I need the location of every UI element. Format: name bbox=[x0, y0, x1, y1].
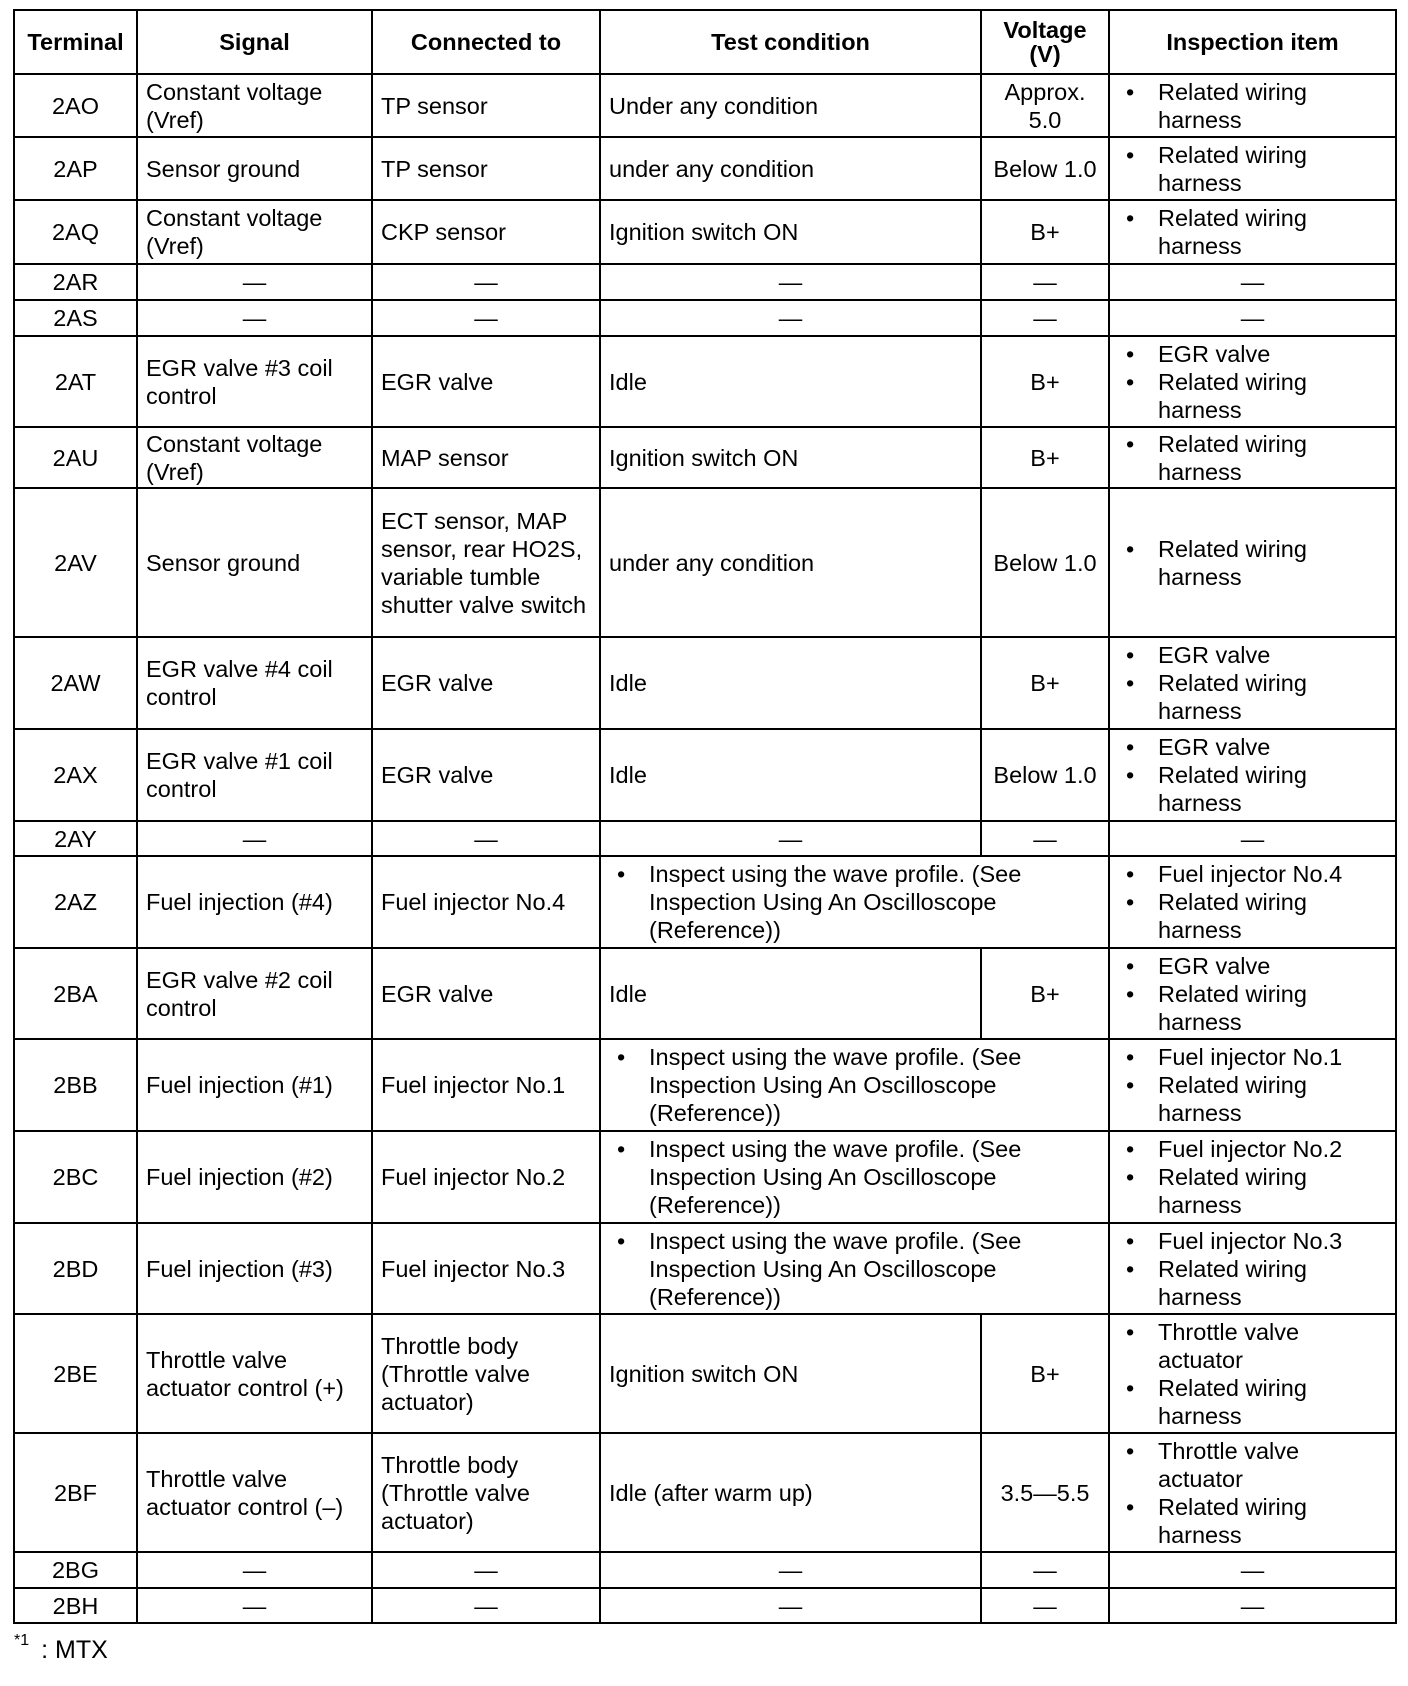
inspection-list bbox=[1118, 952, 1387, 1036]
table-row bbox=[14, 729, 1396, 821]
connected-to-cell: Fuel injector No.3 bbox=[372, 1223, 600, 1314]
connected-to-cell: — bbox=[372, 1588, 600, 1623]
voltage-cell: B+ bbox=[981, 637, 1109, 729]
footnote bbox=[14, 1632, 108, 1665]
inspection-cell bbox=[1109, 74, 1396, 137]
inspection-list bbox=[1118, 535, 1387, 591]
table-row bbox=[14, 1588, 1396, 1623]
table-row bbox=[14, 137, 1396, 200]
connected-to-cell: Fuel injector No.2 bbox=[372, 1131, 600, 1223]
signal-cell: — bbox=[137, 1588, 372, 1623]
voltage-cell: Below 1.0 bbox=[981, 488, 1109, 637]
inspection-cell bbox=[1109, 488, 1396, 637]
inspection-item: • Related wiring harness bbox=[1118, 1163, 1387, 1219]
header-connected-to: Connected to bbox=[372, 10, 600, 74]
header-row bbox=[14, 10, 1396, 74]
terminal-cell: 2BG bbox=[14, 1552, 137, 1588]
table-row bbox=[14, 336, 1396, 427]
signal-cell: — bbox=[137, 264, 372, 300]
inspection-item: • Related wiring harness bbox=[1118, 78, 1387, 134]
test-condition-cell: Ignition switch ON bbox=[600, 200, 981, 264]
header-test-condition: Test condition bbox=[600, 10, 981, 74]
terminal-cell: 2BF bbox=[14, 1433, 137, 1552]
voltage-cell: Below 1.0 bbox=[981, 137, 1109, 200]
inspection-item: • Throttle valve actuator bbox=[1118, 1318, 1387, 1374]
test-condition-cell: — bbox=[600, 1552, 981, 1588]
inspection-item: • Related wiring harness bbox=[1118, 888, 1387, 944]
voltage-cell: B+ bbox=[981, 948, 1109, 1039]
terminal-table bbox=[13, 9, 1397, 1624]
test-condition-cell: Ignition switch ON bbox=[600, 427, 981, 488]
test-condition-cell: Idle (after warm up) bbox=[600, 1433, 981, 1552]
terminal-cell: 2BA bbox=[14, 948, 137, 1039]
connected-to-cell: — bbox=[372, 300, 600, 336]
inspection-item: • EGR valve bbox=[1118, 340, 1387, 368]
inspection-item: • Fuel injector No.3 bbox=[1118, 1227, 1387, 1255]
voltage-cell: — bbox=[981, 821, 1109, 856]
inspection-item: • Related wiring harness bbox=[1118, 1493, 1387, 1549]
inspection-item: • Related wiring harness bbox=[1118, 761, 1387, 817]
terminal-cell: 2AO bbox=[14, 74, 137, 137]
test-condition-cell: — bbox=[600, 264, 981, 300]
terminal-cell: 2AY bbox=[14, 821, 137, 856]
connected-to-cell: TP sensor bbox=[372, 74, 600, 137]
connected-to-cell: EGR valve bbox=[372, 729, 600, 821]
inspection-list bbox=[1118, 340, 1387, 424]
test-condition-cell bbox=[600, 1039, 1109, 1131]
terminal-cell: 2AW bbox=[14, 637, 137, 729]
table-row bbox=[14, 300, 1396, 336]
inspection-list bbox=[1118, 204, 1387, 260]
test-condition-item: • Inspect using the wave profile. (See Inspection Using An Oscilloscope (Reference)) bbox=[609, 860, 1100, 944]
signal-cell: Constant voltage (Vref) bbox=[137, 74, 372, 137]
signal-cell: Fuel injection (#3) bbox=[137, 1223, 372, 1314]
voltage-cell: — bbox=[981, 300, 1109, 336]
footnote-text: : MTX bbox=[41, 1636, 108, 1664]
inspection-cell bbox=[1109, 948, 1396, 1039]
inspection-list bbox=[1118, 430, 1387, 486]
terminal-cell: 2AQ bbox=[14, 200, 137, 264]
terminal-cell: 2BB bbox=[14, 1039, 137, 1131]
connected-to-cell: — bbox=[372, 821, 600, 856]
terminal-cell: 2BD bbox=[14, 1223, 137, 1314]
signal-cell: EGR valve #2 coil control bbox=[137, 948, 372, 1039]
table-row bbox=[14, 1314, 1396, 1433]
inspection-cell: — bbox=[1109, 821, 1396, 856]
header-voltage: Voltage (V) bbox=[981, 10, 1109, 74]
voltage-cell: B+ bbox=[981, 336, 1109, 427]
inspection-list bbox=[1118, 1318, 1387, 1430]
test-condition-cell: Ignition switch ON bbox=[600, 1314, 981, 1433]
inspection-cell bbox=[1109, 137, 1396, 200]
connected-to-cell: MAP sensor bbox=[372, 427, 600, 488]
inspection-cell: — bbox=[1109, 1588, 1396, 1623]
voltage-cell: — bbox=[981, 1552, 1109, 1588]
test-condition-list bbox=[609, 1227, 1100, 1311]
connected-to-cell: EGR valve bbox=[372, 948, 600, 1039]
signal-cell: Fuel injection (#2) bbox=[137, 1131, 372, 1223]
terminal-cell: 2AS bbox=[14, 300, 137, 336]
test-condition-cell: Idle bbox=[600, 637, 981, 729]
test-condition-list bbox=[609, 1043, 1100, 1127]
inspection-list bbox=[1118, 1043, 1387, 1127]
inspection-cell: — bbox=[1109, 300, 1396, 336]
inspection-list bbox=[1118, 641, 1387, 725]
inspection-list bbox=[1118, 141, 1387, 197]
inspection-list bbox=[1118, 1227, 1387, 1311]
signal-cell: — bbox=[137, 821, 372, 856]
signal-cell: Fuel injection (#1) bbox=[137, 1039, 372, 1131]
connected-to-cell: TP sensor bbox=[372, 137, 600, 200]
table-row bbox=[14, 1552, 1396, 1588]
inspection-item: • Fuel injector No.4 bbox=[1118, 860, 1387, 888]
signal-cell: EGR valve #4 coil control bbox=[137, 637, 372, 729]
connected-to-cell: — bbox=[372, 264, 600, 300]
connected-to-cell: EGR valve bbox=[372, 637, 600, 729]
terminal-cell: 2AT bbox=[14, 336, 137, 427]
inspection-item: • Related wiring harness bbox=[1118, 430, 1387, 486]
inspection-cell bbox=[1109, 856, 1396, 948]
table-row bbox=[14, 1433, 1396, 1552]
connected-to-cell: ECT sensor, MAP sensor, rear HO2S, variable tumble shutter valve switch bbox=[372, 488, 600, 637]
table-row bbox=[14, 1131, 1396, 1223]
inspection-item: • Related wiring harness bbox=[1118, 1071, 1387, 1127]
test-condition-cell bbox=[600, 856, 1109, 948]
connected-to-cell: EGR valve bbox=[372, 336, 600, 427]
inspection-list bbox=[1118, 78, 1387, 134]
test-condition-item: • Inspect using the wave profile. (See Inspection Using An Oscilloscope (Reference)) bbox=[609, 1227, 1100, 1311]
table-row bbox=[14, 856, 1396, 948]
signal-cell: Throttle valve actuator control (+) bbox=[137, 1314, 372, 1433]
test-condition-cell: under any condition bbox=[600, 137, 981, 200]
terminal-cell: 2AR bbox=[14, 264, 137, 300]
signal-cell: Constant voltage (Vref) bbox=[137, 200, 372, 264]
inspection-cell bbox=[1109, 1039, 1396, 1131]
inspection-list bbox=[1118, 1437, 1387, 1549]
inspection-item: • Related wiring harness bbox=[1118, 1255, 1387, 1311]
terminal-cell: 2BC bbox=[14, 1131, 137, 1223]
table-row bbox=[14, 821, 1396, 856]
signal-cell: EGR valve #1 coil control bbox=[137, 729, 372, 821]
signal-cell: Sensor ground bbox=[137, 137, 372, 200]
header-terminal: Terminal bbox=[14, 10, 137, 74]
connected-to-cell: Throttle body (Throttle valve actuator) bbox=[372, 1433, 600, 1552]
inspection-list bbox=[1118, 733, 1387, 817]
inspection-cell bbox=[1109, 637, 1396, 729]
inspection-cell bbox=[1109, 336, 1396, 427]
table-row bbox=[14, 1039, 1396, 1131]
signal-cell: Throttle valve actuator control (–) bbox=[137, 1433, 372, 1552]
test-condition-list bbox=[609, 860, 1100, 944]
test-condition-cell: Idle bbox=[600, 729, 981, 821]
terminal-cell: 2AP bbox=[14, 137, 137, 200]
signal-cell: Fuel injection (#4) bbox=[137, 856, 372, 948]
footnote-mark: *1 bbox=[14, 1632, 30, 1649]
table-row bbox=[14, 1223, 1396, 1314]
test-condition-cell: under any condition bbox=[600, 488, 981, 637]
test-condition-list bbox=[609, 1135, 1100, 1219]
header-inspection-item: Inspection item bbox=[1109, 10, 1396, 74]
table-row bbox=[14, 74, 1396, 137]
header-signal: Signal bbox=[137, 10, 372, 74]
signal-cell: Constant voltage (Vref) bbox=[137, 427, 372, 488]
terminal-cell: 2BE bbox=[14, 1314, 137, 1433]
inspection-cell: — bbox=[1109, 264, 1396, 300]
signal-cell: EGR valve #3 coil control bbox=[137, 336, 372, 427]
voltage-cell: B+ bbox=[981, 1314, 1109, 1433]
inspection-cell bbox=[1109, 200, 1396, 264]
connected-to-cell: CKP sensor bbox=[372, 200, 600, 264]
table-row bbox=[14, 427, 1396, 488]
test-condition-cell bbox=[600, 1131, 1109, 1223]
voltage-cell: B+ bbox=[981, 427, 1109, 488]
inspection-item: • Related wiring harness bbox=[1118, 204, 1387, 260]
inspection-item: • EGR valve bbox=[1118, 641, 1387, 669]
voltage-cell: — bbox=[981, 1588, 1109, 1623]
inspection-cell bbox=[1109, 1433, 1396, 1552]
test-condition-item: • Inspect using the wave profile. (See Inspection Using An Oscilloscope (Reference)) bbox=[609, 1043, 1100, 1127]
inspection-item: • Related wiring harness bbox=[1118, 141, 1387, 197]
terminal-cell: 2AZ bbox=[14, 856, 137, 948]
test-condition-cell: Idle bbox=[600, 336, 981, 427]
signal-cell: Sensor ground bbox=[137, 488, 372, 637]
inspection-cell bbox=[1109, 1314, 1396, 1433]
inspection-item: • EGR valve bbox=[1118, 952, 1387, 980]
voltage-cell: Approx. 5.0 bbox=[981, 74, 1109, 137]
terminal-cell: 2AX bbox=[14, 729, 137, 821]
connected-to-cell: Fuel injector No.1 bbox=[372, 1039, 600, 1131]
inspection-item: • Fuel injector No.2 bbox=[1118, 1135, 1387, 1163]
voltage-cell: — bbox=[981, 264, 1109, 300]
voltage-cell: Below 1.0 bbox=[981, 729, 1109, 821]
signal-cell: — bbox=[137, 300, 372, 336]
inspection-item: • Related wiring harness bbox=[1118, 669, 1387, 725]
test-condition-cell: — bbox=[600, 300, 981, 336]
test-condition-item: • Inspect using the wave profile. (See Inspection Using An Oscilloscope (Reference)) bbox=[609, 1135, 1100, 1219]
terminal-cell: 2AU bbox=[14, 427, 137, 488]
voltage-cell: 3.5—5.5 bbox=[981, 1433, 1109, 1552]
inspection-item: • Throttle valve actuator bbox=[1118, 1437, 1387, 1493]
table-row bbox=[14, 948, 1396, 1039]
test-condition-cell bbox=[600, 1223, 1109, 1314]
inspection-list bbox=[1118, 860, 1387, 944]
test-condition-cell: — bbox=[600, 821, 981, 856]
inspection-item: • Related wiring harness bbox=[1118, 535, 1387, 591]
test-condition-cell: — bbox=[600, 1588, 981, 1623]
inspection-cell bbox=[1109, 729, 1396, 821]
voltage-cell: B+ bbox=[981, 200, 1109, 264]
inspection-list bbox=[1118, 1135, 1387, 1219]
connected-to-cell: Throttle body (Throttle valve actuator) bbox=[372, 1314, 600, 1433]
inspection-item: • Related wiring harness bbox=[1118, 980, 1387, 1036]
table-row bbox=[14, 264, 1396, 300]
inspection-cell bbox=[1109, 427, 1396, 488]
table-row bbox=[14, 637, 1396, 729]
inspection-item: • EGR valve bbox=[1118, 733, 1387, 761]
connected-to-cell: Fuel injector No.4 bbox=[372, 856, 600, 948]
table-row bbox=[14, 488, 1396, 637]
test-condition-cell: Idle bbox=[600, 948, 981, 1039]
inspection-item: • Related wiring harness bbox=[1118, 1374, 1387, 1430]
test-condition-cell: Under any condition bbox=[600, 74, 981, 137]
inspection-item: • Fuel injector No.1 bbox=[1118, 1043, 1387, 1071]
terminal-cell: 2AV bbox=[14, 488, 137, 637]
signal-cell: — bbox=[137, 1552, 372, 1588]
terminal-cell: 2BH bbox=[14, 1588, 137, 1623]
inspection-cell: — bbox=[1109, 1552, 1396, 1588]
inspection-cell bbox=[1109, 1131, 1396, 1223]
inspection-cell bbox=[1109, 1223, 1396, 1314]
table-row bbox=[14, 200, 1396, 264]
inspection-item: • Related wiring harness bbox=[1118, 368, 1387, 424]
connected-to-cell: — bbox=[372, 1552, 600, 1588]
